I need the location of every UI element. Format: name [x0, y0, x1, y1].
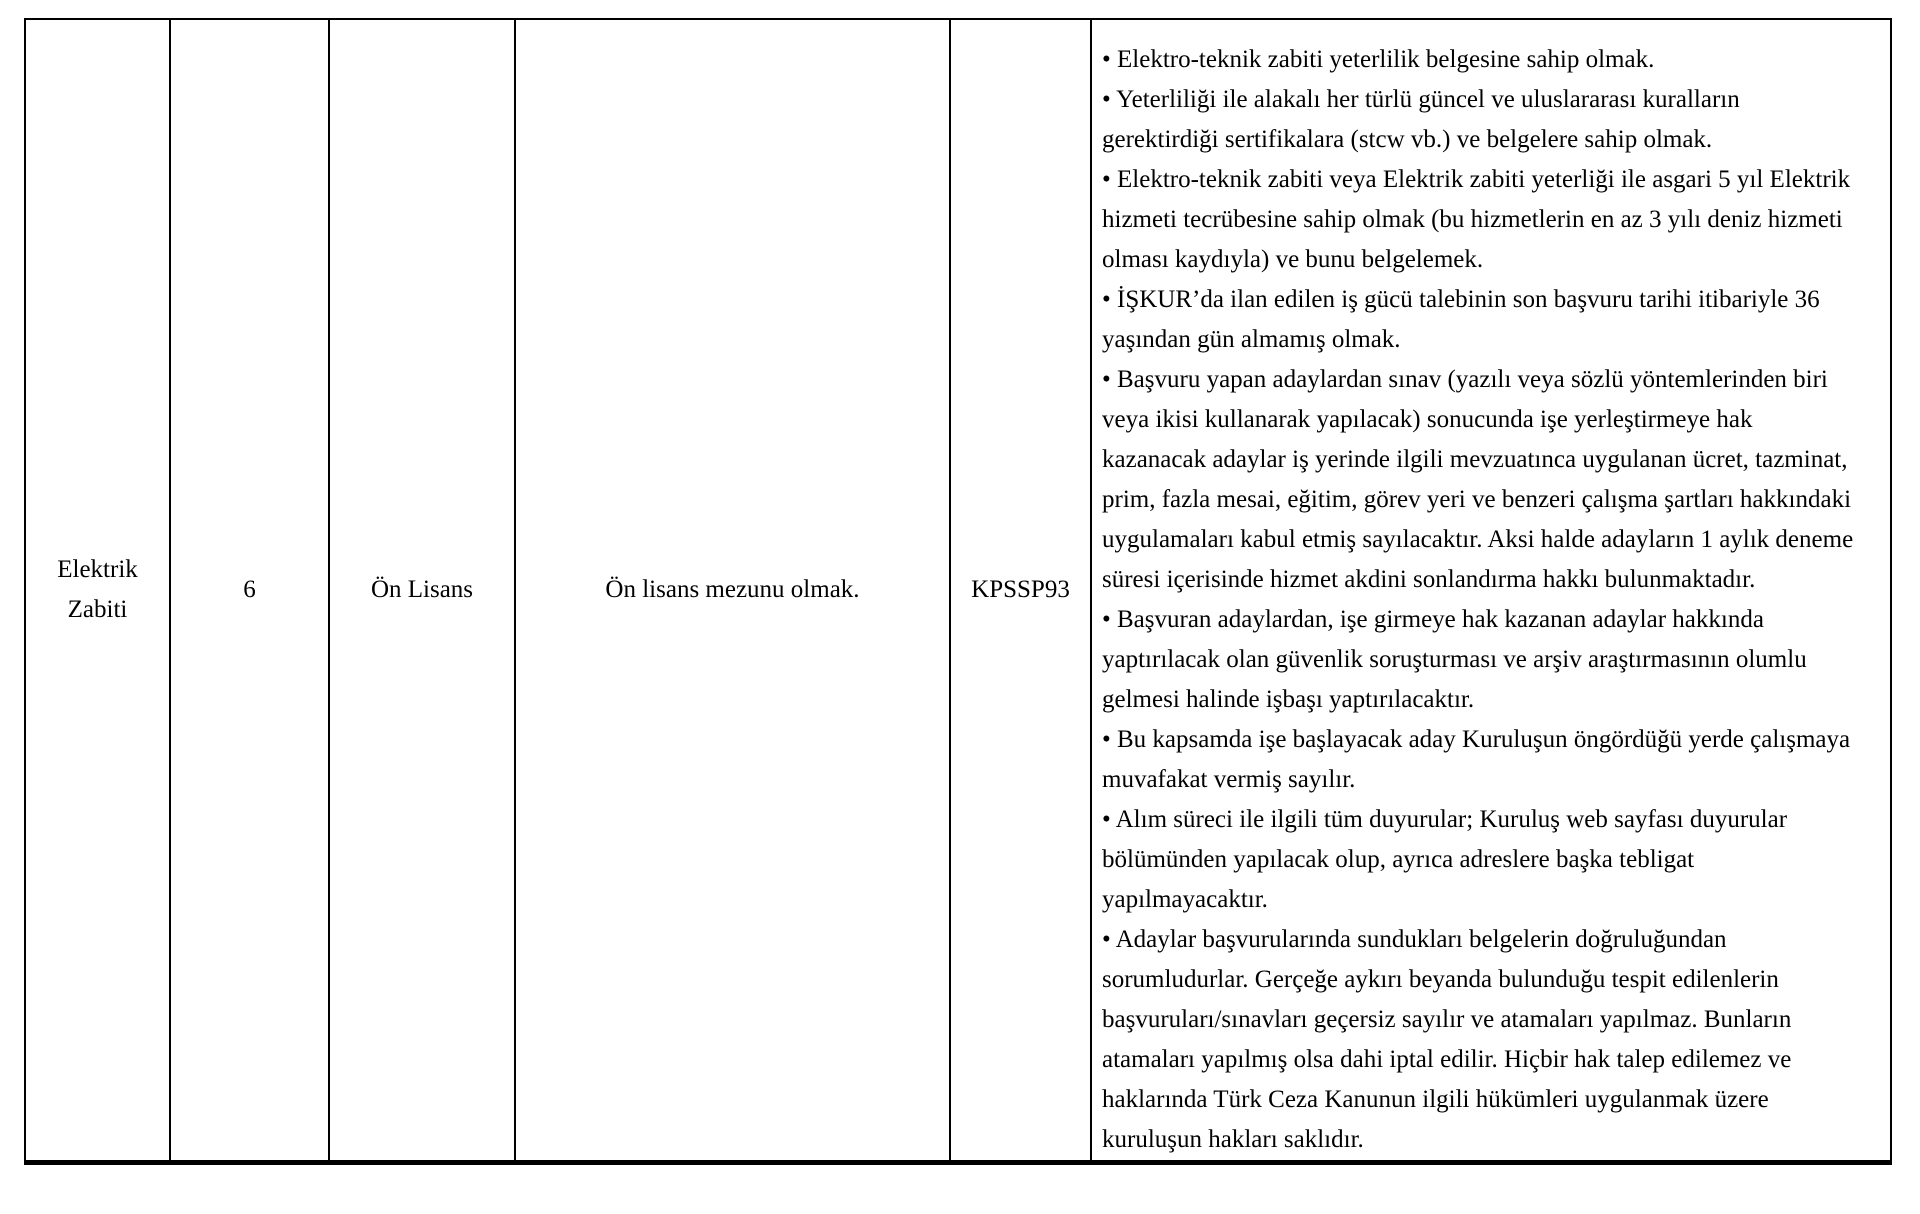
requirement-line: • İŞKUR’da ilan edilen iş gücü talebinin son başvuru tarihi itibariyle 36 — [1102, 286, 1820, 313]
requirement-line: gerektirdiği sertifikalara (stcw vb.) ve belgelere sahip olmak. — [1102, 126, 1713, 153]
requirement-line: süresi içerisinde hizmet akdini sonlandırma hakkı bulunmaktadır. — [1102, 566, 1756, 593]
requirement-line: • Yeterliliği ile alakalı her türlü güncel ve uluslararası kuralların — [1102, 86, 1740, 113]
requirement-line: veya ikisi kullanarak yapılacak) sonucunda işe yerleştirmeye hak — [1102, 406, 1753, 433]
position-title-text: Elektrik Zabiti — [57, 556, 138, 623]
education-level-text: Ön Lisans — [370, 576, 474, 603]
education-requirement-cell — [516, 20, 951, 1160]
education-level-cell — [330, 20, 516, 1160]
requirement-line: yaptırılacak olan güvenlik soruşturması ve arşiv araştırmasının olumlu — [1102, 646, 1807, 673]
requirement-line: atamaları yapılmış olsa dahi iptal edilir. Hiçbir hak talep edilemez ve — [1102, 1046, 1792, 1073]
requirement-line: olması kaydıyla) ve bunu belgelemek. — [1102, 246, 1484, 273]
requirement-line: kuruluşun hakları saklıdır. — [1102, 1126, 1364, 1153]
requirements-cell — [1092, 20, 1890, 1160]
requirement-line: • Elektro-teknik zabiti veya Elektrik zabiti yeterliği ile asgari 5 yıl Elektrik — [1102, 166, 1851, 193]
position-title-cell — [26, 20, 171, 1160]
job-posting-table — [24, 18, 1892, 1165]
requirement-line: muvafakat vermiş sayılır. — [1102, 766, 1356, 793]
exam-code-cell — [951, 20, 1092, 1160]
quota-value: 6 — [243, 576, 256, 603]
requirement-line: başvuruları/sınavları geçersiz sayılır ve atamaları yapılmaz. Bunların — [1102, 1006, 1792, 1033]
requirement-line: • Başvuran adaylardan, işe girmeye hak kazanan adaylar hakkında — [1102, 606, 1764, 633]
requirement-line: prim, fazla mesai, eğitim, görev yeri ve benzeri çalışma şartları hakkındaki — [1102, 486, 1852, 513]
exam-code-text: KPSSP93 — [971, 576, 1070, 603]
requirement-line: • Elektro-teknik zabiti yeterlilik belgesine sahip olmak. — [1102, 46, 1655, 73]
requirement-line: • Bu kapsamda işe başlayacak aday Kuruluşun öngördüğü yerde çalışmaya — [1102, 726, 1851, 753]
quota-cell — [171, 20, 330, 1160]
requirement-line: bölümünden yapılacak olup, ayrıca adreslere başka tebligat — [1102, 846, 1695, 873]
requirement-line: uygulamaları kabul etmiş sayılacaktır. Aksi halde adayların 1 aylık deneme — [1102, 526, 1854, 553]
requirement-line: sorumludurlar. Gerçeğe aykırı beyanda bulunduğu tespit edilenlerin — [1102, 966, 1779, 993]
requirement-line: • Alım süreci ile ilgili tüm duyurular; Kuruluş web sayfası duyurular — [1102, 806, 1788, 833]
requirement-line: • Adaylar başvurularında sundukları belgelerin doğruluğundan — [1102, 926, 1727, 953]
requirement-line: hizmeti tecrübesine sahip olmak (bu hizmetlerin en az 3 yılı deniz hizmeti — [1102, 206, 1843, 233]
requirement-line: kazanacak adaylar iş yerinde ilgili mevzuatınca uygulanan ücret, tazminat, — [1102, 446, 1848, 473]
requirement-line: yaşından gün almamış olmak. — [1102, 326, 1401, 353]
requirement-line: yapılmayacaktır. — [1102, 886, 1268, 913]
requirement-line: haklarında Türk Ceza Kanunun ilgili hükümleri uygulanmak üzere — [1102, 1086, 1769, 1113]
requirement-line: gelmesi halinde işbaşı yaptırılacaktır. — [1102, 686, 1475, 713]
requirement-line: • Başvuru yapan adaylardan sınav (yazılı veya sözlü yöntemlerinden biri — [1102, 366, 1828, 393]
education-requirement-text: Ön lisans mezunu olmak. — [605, 576, 860, 603]
